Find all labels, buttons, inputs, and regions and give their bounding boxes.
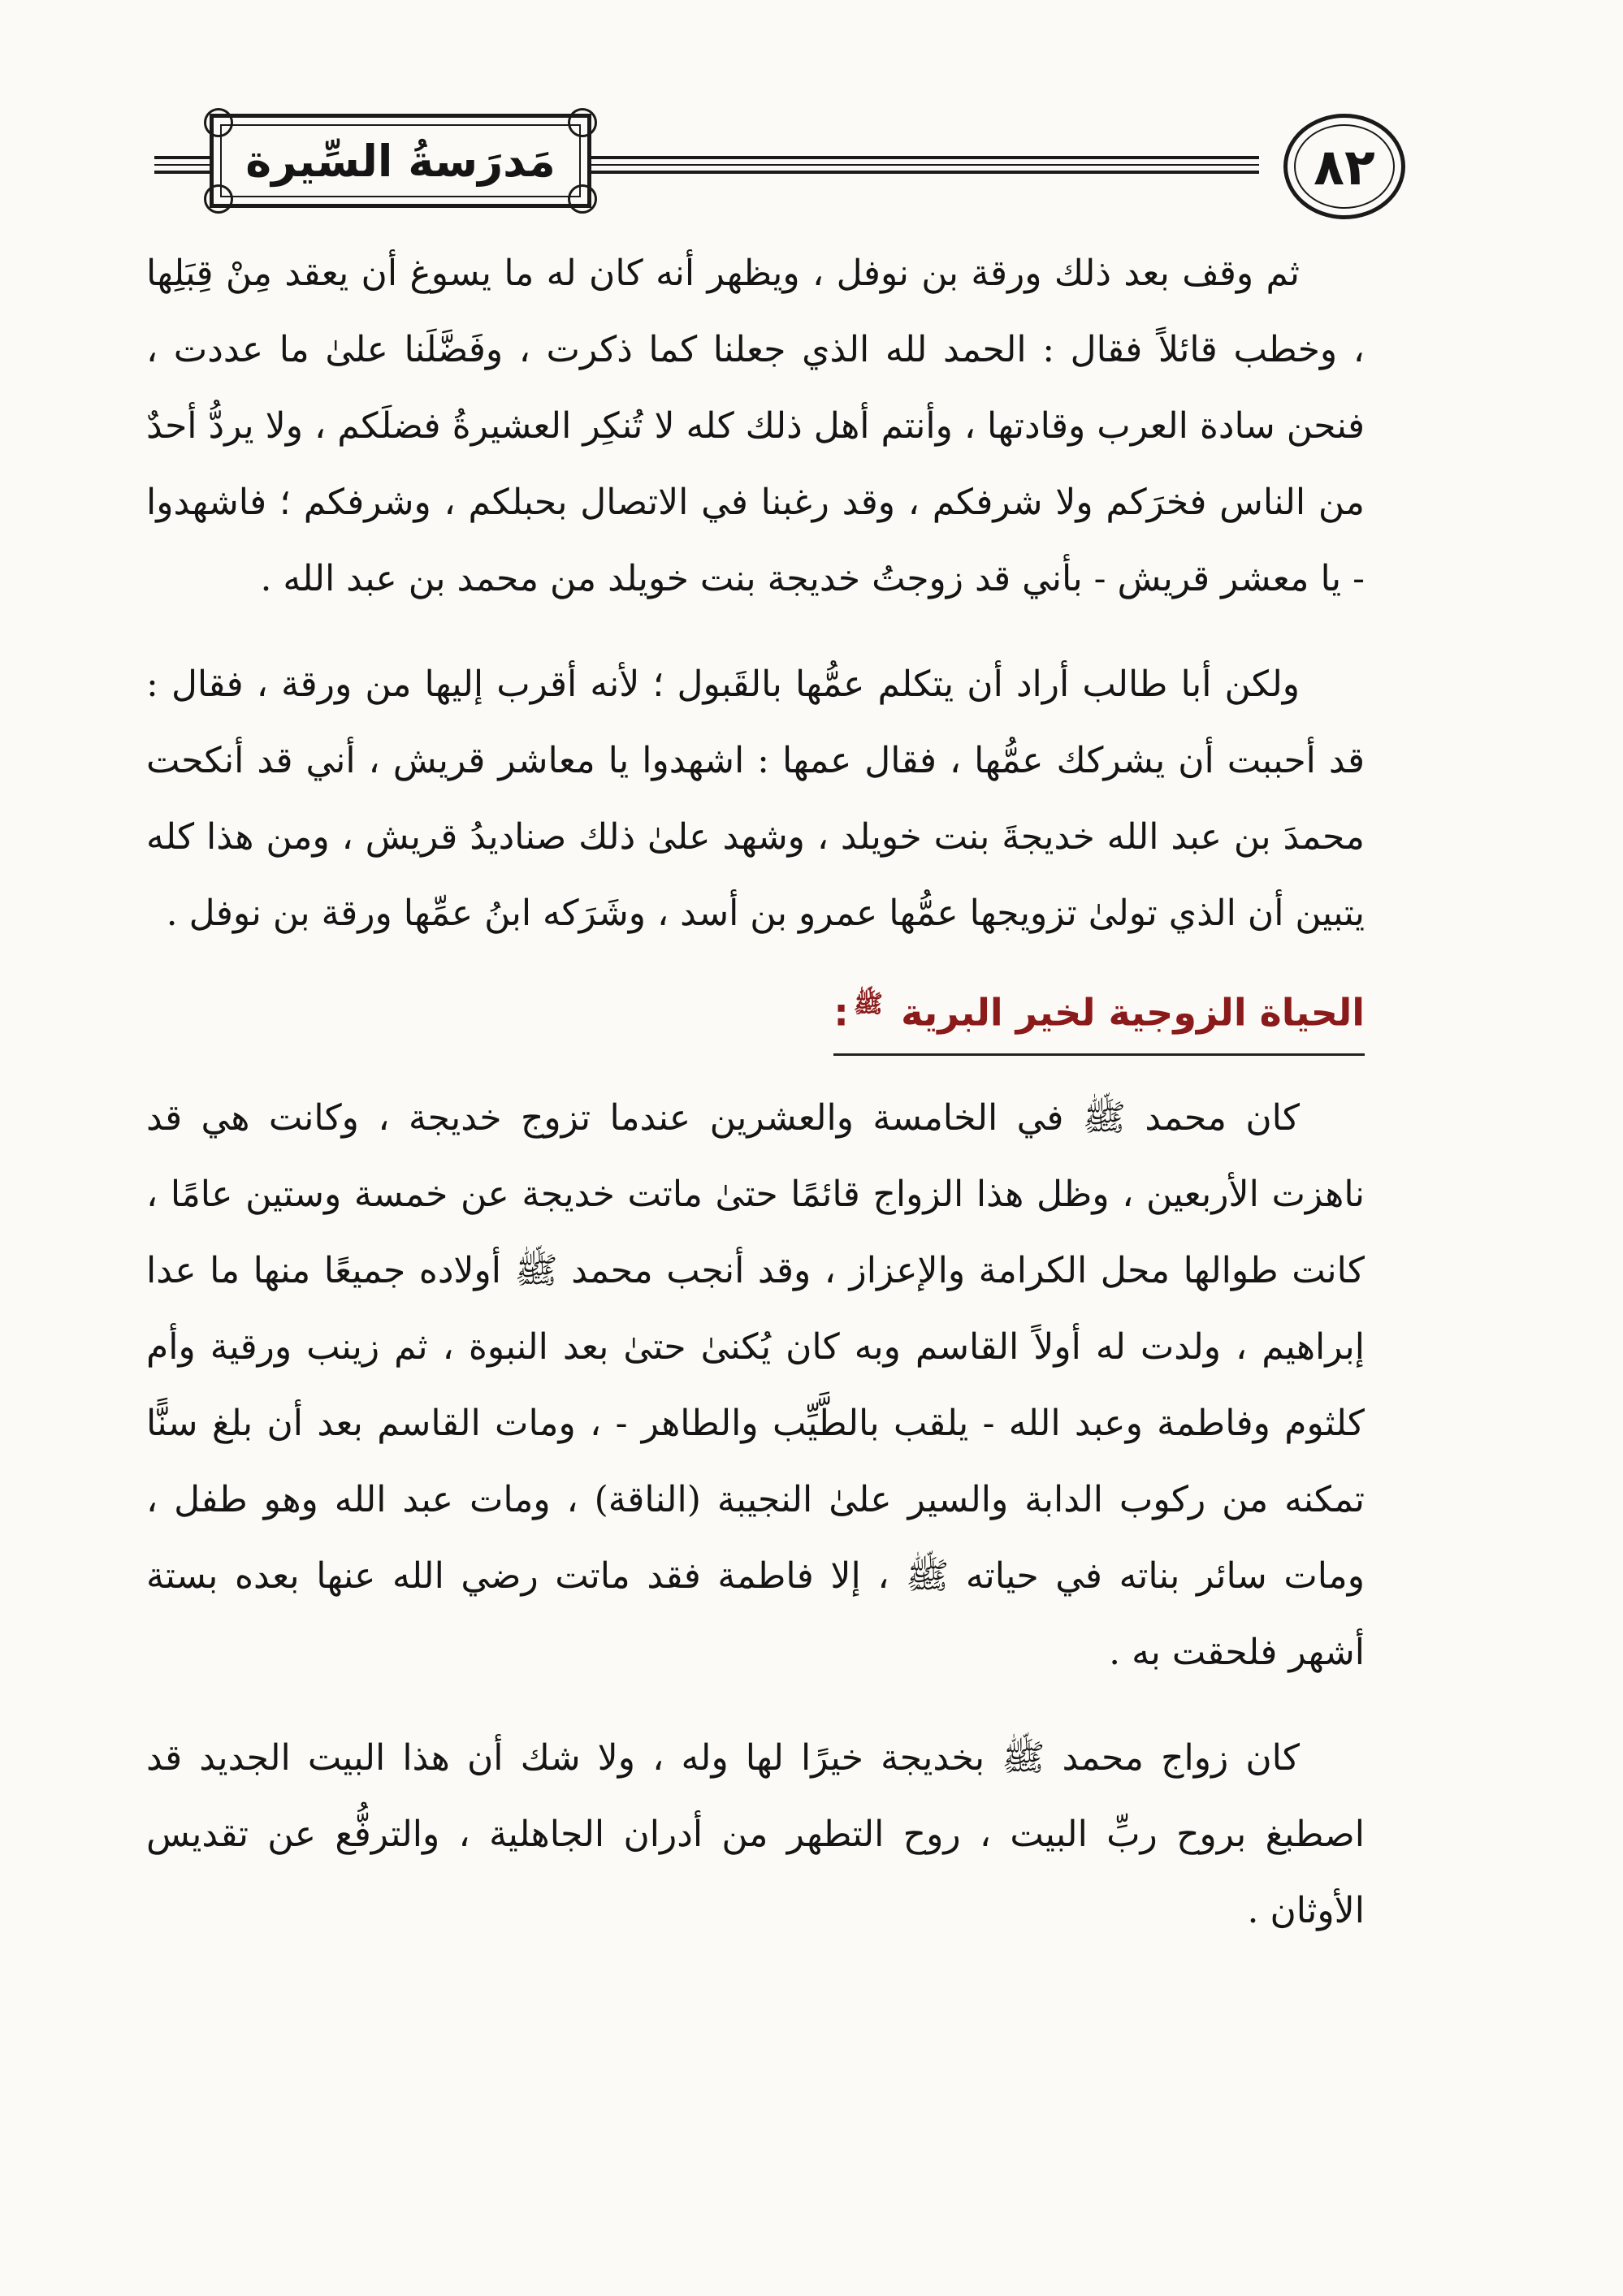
- book-title-frame: [210, 114, 591, 208]
- ornament-icon: [568, 108, 597, 137]
- page-body: [146, 236, 1365, 1949]
- page-number: [1283, 114, 1405, 219]
- ornament-icon: [204, 184, 233, 214]
- book-title: مَدرَسةُ السِّيرة: [245, 135, 556, 187]
- paragraph: ثم وقف بعد ذلك ورقة بن نوفل ، ويظهر أنه كان له ما يسوغ أن يعقد مِنْ قِبَلِها ، وخطب قائلاً فقال : الحمد لله الذي جعلنا كما ذكرت ، وفَضَّلَنا علىٰ ما عددت ، فنحن سادة العرب وقادتها ، وأنتم أهل ذلك كله لا تُنكِر العشيرةُ فضلَكم ، ولا يردُّ أحدٌ من الناس فخرَكم ولا شرفكم ، وقد رغبنا في الاتصال بحبلكم ، وشرفكم ؛ فاشهدوا - يا معشر قريش - بأني قد زوجتُ خديجة بنت خويلد من محمد بن عبد الله .: [146, 253, 1365, 599]
- section-heading-text: الحياة الزوجية لخير البرية: [901, 990, 1365, 1035]
- ornament-icon: [568, 184, 597, 214]
- page-header: [154, 114, 1405, 227]
- ornament-icon: [204, 108, 233, 137]
- section-heading: الحياة الزوجية لخير البرية $^ﷺ$:: [833, 966, 1365, 1056]
- page-number-text: ٨٢: [1314, 136, 1375, 197]
- honorific-icon: ﷺ: [853, 990, 884, 1018]
- paragraph: ولكن أبا طالب أراد أن يتكلم عمُّها بالقَبول ؛ لأنه أقرب إليها من ورقة ، فقال : قد أحببت أن يشركك عمُّها ، فقال عمها : اشهدوا يا معاشر قريش ، أني قد أنكحت محمدَ بن عبد الله خديجةَ بنت خويلد ، وشهد علىٰ ذلك صناديدُ قريش ، ومن هذا كله يتبين أن الذي تولىٰ تزويجها عمُّها عمرو بن أسد ، وشَرَكه ابنُ عمِّها ورقة بن نوفل .: [146, 664, 1365, 934]
- paragraph: كان زواج محمد ﷺ بخديجة خيرًا لها وله ، ولا شك أن هذا البيت الجديد قد اصطبغ بروح ربِّ البيت ، روح التطهر من أدران الجاهلية ، والترفُّع عن تقديس الأوثان .: [146, 1737, 1365, 1932]
- paragraph: كان محمد ﷺ في الخامسة والعشرين عندما تزوج خديجة ، وكانت هي قد ناهزت الأربعين ، وظل هذا الزواج قائمًا حتىٰ ماتت خديجة عن خمسة وستين عامًا ، كانت طوالها محل الكرامة والإعزاز ، وقد أنجب محمد ﷺ أولاده جميعًا منها ما عدا إبراهيم ، ولدت له أولاً القاسم وبه كان يُكنىٰ حتىٰ بعد النبوة ، ثم زينب ورقية وأم كلثوم وفاطمة وعبد الله - يلقب بالطَّيِّب والطاهر - ، ومات القاسم بعد أن بلغ سنًّا تمكنه من ركوب الدابة والسير علىٰ النجيبة (الناقة) ، ومات عبد الله وهو طفل ، ومات سائر بناته في حياته ﷺ ، إلا فاطمة فقد ماتت رضي الله عنها بعده بستة أشهر فلحقت به .: [146, 1097, 1365, 1674]
